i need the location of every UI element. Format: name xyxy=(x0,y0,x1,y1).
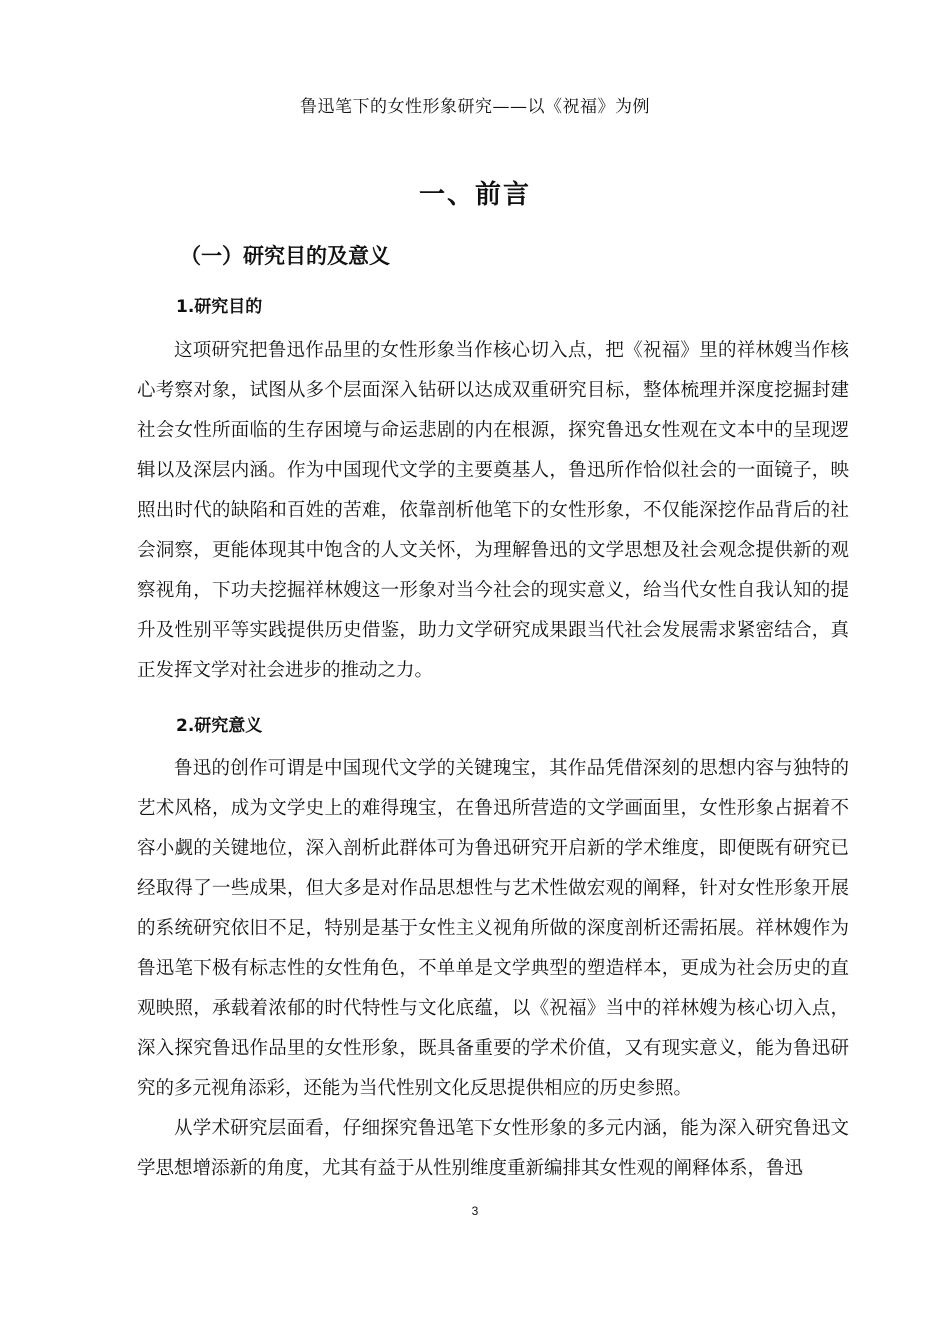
section-title: （一）研究目的及意义 xyxy=(180,244,390,268)
paragraph-purpose: 这项研究把鲁迅作品里的女性形象当作核心切入点，把《祝福》里的祥林嫂当作核心考察对象，试图从多个层面深入钻研以达成双重研究目标，整体梳理并深度挖掘封建社会女性所面临的生存困境与命运悲剧的内在根源，探究鲁迅女性观在文本中的呈现逻辑以及深层内涵。作为中国现代文学的主要奠基人，鲁迅所作恰似社会的一面镜子，映照出时代的缺陷和百姓的苦难，依靠剖析他笔下的女性形象，不仅能深挖作品背后的社会洞察，更能体现其中饱含的人文关怀，为理解鲁迅的文学思想及社会观念提供新的观察视角，下功夫挖掘祥林嫂这一形象对当今社会的现实意义，给当代女性自我认知的提升及性别平等实践提供历史借鉴，助力文学研究成果跟当代社会发展需求紧密结合，真正发挥文学对社会进步的推动之力。 xyxy=(137,340,849,681)
paragraph-significance-2: 从学术研究层面看，仔细探究鲁迅笔下女性形象的多元内涵，能为深入研究鲁迅文学思想增添新的角度，尤其有益于从性别维度重新编排其女性观的阐释体系，鲁迅 xyxy=(137,1118,849,1179)
page-number: 3 xyxy=(471,1204,479,1218)
subsection-title-purpose: 1.研究目的 xyxy=(176,297,263,317)
subsection-title-significance: 2.研究意义 xyxy=(176,716,263,736)
paragraph-significance-1: 鲁迅的创作可谓是中国现代文学的关键瑰宝，其作品凭借深刻的思想内容与独特的艺术风格，成为文学史上的难得瑰宝，在鲁迅所营造的文学画面里，女性形象占据着不容小觑的关键地位，深入剖析此群体可为鲁迅研究开启新的学术维度，即便既有研究已经取得了一些成果，但大多是对作品思想性与艺术性做宏观的阐释，针对女性形象开展的系统研究依旧不足，特别是基于女性主义视角所做的深度剖析还需拓展。祥林嫂作为鲁迅笔下极有标志性的女性角色，不单单是文学典型的塑造样本，更成为社会历史的直观映照，承载着浓郁的时代特性与文化底蕴，以《祝福》当中的祥林嫂为核心切入点，深入探究鲁迅作品里的女性形象，既具备重要的学术价值，又有现实意义，能为鲁迅研究的多元视角添彩，还能为当代性别文化反思提供相应的历史参照。 xyxy=(137,758,849,1099)
chapter-title: 一、前言 xyxy=(418,180,531,210)
running-header: 鲁迅笔下的女性形象研究——以《祝福》为例 xyxy=(300,97,650,117)
